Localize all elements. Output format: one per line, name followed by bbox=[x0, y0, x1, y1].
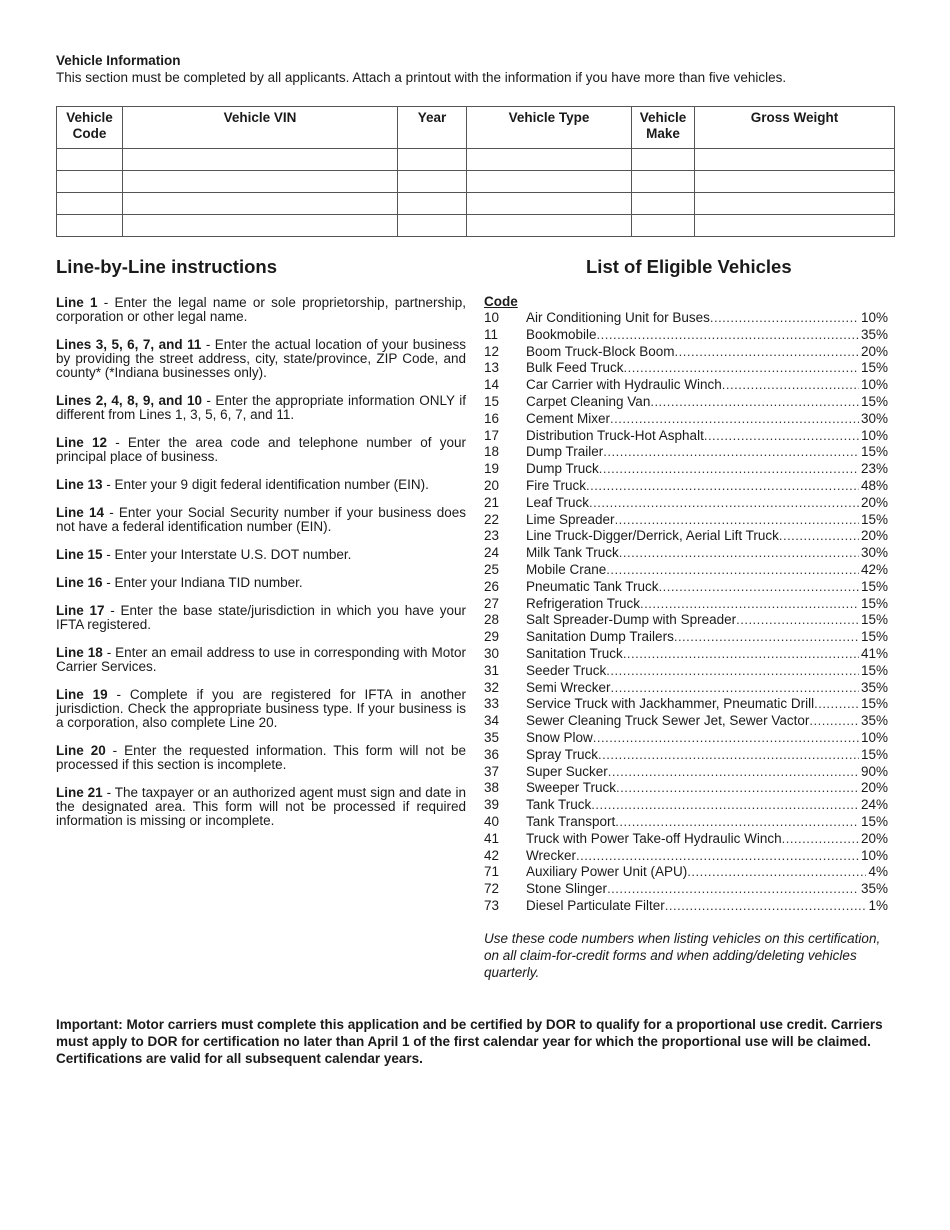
instruction-label: Line 18 bbox=[56, 645, 103, 660]
instruction-text: - Enter your 9 digit federal identification number (EIN). bbox=[102, 477, 429, 492]
vehicle-code: 29 bbox=[484, 629, 500, 645]
vehicle-percentage: 35% bbox=[860, 881, 888, 897]
vehicle-name: Dump Trailer bbox=[526, 444, 604, 460]
eligible-vehicle-row bbox=[484, 831, 888, 848]
vehicle-type-cell[interactable] bbox=[467, 193, 632, 215]
vehicle-table-row bbox=[57, 149, 895, 171]
instruction-text: - Enter the legal name or sole proprietorship, partnership, corporation or other legal name. bbox=[56, 295, 466, 324]
vehicle-code: 72 bbox=[484, 881, 500, 897]
eligible-vehicle-row bbox=[484, 596, 888, 613]
eligible-vehicle-row bbox=[484, 461, 888, 478]
vehicle-vin-cell[interactable] bbox=[123, 215, 398, 237]
dot-leader bbox=[619, 545, 859, 562]
vehicle-name: Semi Wrecker bbox=[526, 679, 611, 695]
dot-leader bbox=[586, 478, 859, 495]
vehicle-name: Super Sucker bbox=[526, 763, 608, 779]
vehicle-code: 15 bbox=[484, 393, 500, 409]
eligible-vehicle-row bbox=[484, 394, 888, 411]
instructions-list bbox=[56, 296, 466, 842]
col-vehicle-type: Vehicle Type bbox=[467, 107, 632, 149]
vehicle-percentage: 24% bbox=[860, 797, 888, 813]
vehicle-name: Service Truck with Jackhammer, Pneumatic Drill bbox=[526, 696, 815, 712]
vehicle-percentage: 15% bbox=[860, 662, 888, 678]
eligible-vehicle-row bbox=[484, 730, 888, 747]
vehicle-percentage: 15% bbox=[860, 629, 888, 645]
eligible-vehicle-row bbox=[484, 713, 888, 730]
dot-leader bbox=[722, 377, 859, 394]
vehicle-percentage: 10% bbox=[860, 377, 888, 393]
vehicle-name: Wrecker bbox=[526, 847, 577, 863]
vehicle-percentage: 15% bbox=[860, 511, 888, 527]
vehicle-name: Sanitation Truck bbox=[526, 645, 623, 661]
instruction-label: Line 20 bbox=[56, 743, 106, 758]
vehicle-name: Diesel Particulate Filter bbox=[526, 897, 665, 913]
code-column-label: Code bbox=[484, 294, 518, 309]
vehicle-name: Sweeper Truck bbox=[526, 780, 617, 796]
dot-leader bbox=[615, 814, 859, 831]
vehicle-info-description: This section must be completed by all applicants. Attach a printout with the information if you have more than five vehicles. bbox=[56, 70, 787, 85]
vehicle-code: 16 bbox=[484, 410, 500, 426]
vehicle-code: 34 bbox=[484, 713, 500, 729]
vehicle-percentage: 10% bbox=[860, 847, 888, 863]
dot-leader bbox=[779, 528, 859, 545]
vehicle-table-row bbox=[57, 171, 895, 193]
vehicle-name: Tank Transport bbox=[526, 813, 616, 829]
instruction-text: - Enter the actual location of your business by providing the street address, city, state/province, ZIP Code, and county* (*Indiana businesses only). bbox=[56, 337, 466, 380]
vehicle-name: Car Carrier with Hydraulic Winch bbox=[526, 377, 722, 393]
vehicle-code: 24 bbox=[484, 545, 500, 561]
eligible-vehicle-row bbox=[484, 327, 888, 344]
vehicle-code: 19 bbox=[484, 461, 500, 477]
vehicle-make-cell[interactable] bbox=[632, 193, 695, 215]
instruction-item bbox=[56, 604, 466, 632]
vehicle-percentage: 30% bbox=[860, 410, 888, 426]
eligible-vehicles-heading: List of Eligible Vehicles bbox=[586, 256, 792, 277]
vehicle-percentage: 90% bbox=[860, 763, 888, 779]
vehicle-code: 27 bbox=[484, 595, 500, 611]
vehicle-code: 25 bbox=[484, 561, 500, 577]
vehicle-info-title: Vehicle Information bbox=[56, 53, 181, 68]
vehicle-name: Tank Truck bbox=[526, 797, 592, 813]
vehicle-weight-cell[interactable] bbox=[695, 215, 895, 237]
dot-leader bbox=[675, 344, 859, 361]
important-notice: Important: Motor carriers must complete this application and be certified by DOR to qualify for a proportional use credit. Carriers must apply to DOR for certification no later than April 1 of the first calendar year for which the proportional use will be claimed. Certifications are valid for all subsequent calendar years. bbox=[56, 1017, 883, 1066]
instruction-item bbox=[56, 744, 466, 772]
vehicle-percentage: 35% bbox=[860, 713, 888, 729]
vehicle-table-row bbox=[57, 193, 895, 215]
vehicle-year-cell[interactable] bbox=[398, 149, 467, 171]
vehicle-name: Spray Truck bbox=[526, 746, 599, 762]
eligible-vehicle-row bbox=[484, 797, 888, 814]
vehicle-code: 21 bbox=[484, 494, 500, 510]
dot-leader bbox=[659, 579, 859, 596]
vehicle-weight-cell[interactable] bbox=[695, 149, 895, 171]
vehicle-percentage: 20% bbox=[860, 494, 888, 510]
eligible-vehicle-row bbox=[484, 344, 888, 361]
vehicle-code-cell[interactable] bbox=[57, 215, 123, 237]
eligible-vehicle-row bbox=[484, 545, 888, 562]
eligible-vehicle-row bbox=[484, 428, 888, 445]
instruction-text: - Enter the area code and telephone number of your principal place of business. bbox=[56, 435, 466, 464]
vehicle-code: 14 bbox=[484, 377, 500, 393]
dot-leader bbox=[606, 663, 859, 680]
vehicle-code: 73 bbox=[484, 897, 500, 913]
vehicle-name: Air Conditioning Unit for Buses bbox=[526, 310, 710, 325]
vehicle-percentage: 15% bbox=[860, 746, 888, 762]
vehicle-percentage: 10% bbox=[860, 427, 888, 443]
eligible-vehicle-row bbox=[484, 696, 888, 713]
vehicle-code: 33 bbox=[484, 696, 500, 712]
eligible-vehicle-row bbox=[484, 562, 888, 579]
instruction-item bbox=[56, 646, 466, 674]
vehicle-percentage: 23% bbox=[860, 461, 888, 477]
eligible-vehicle-row bbox=[484, 881, 888, 898]
vehicle-name: Mobile Crane bbox=[526, 561, 607, 577]
vehicle-name: Distribution Truck-Hot Asphalt bbox=[526, 427, 704, 443]
vehicle-percentage: 15% bbox=[860, 393, 888, 409]
dot-leader bbox=[674, 629, 859, 646]
vehicle-code: 32 bbox=[484, 679, 500, 695]
vehicle-percentage: 15% bbox=[860, 578, 888, 594]
eligible-vehicle-row bbox=[484, 495, 888, 512]
eligible-vehicle-row bbox=[484, 814, 888, 831]
col-year: Year bbox=[398, 107, 467, 149]
vehicle-percentage: 15% bbox=[860, 595, 888, 611]
vehicle-percentage: 10% bbox=[860, 729, 888, 745]
vehicle-code: 11 bbox=[484, 326, 499, 342]
vehicle-code: 13 bbox=[484, 360, 500, 376]
dot-leader bbox=[710, 310, 859, 327]
vehicle-year-cell[interactable] bbox=[398, 171, 467, 193]
vehicle-percentage: 35% bbox=[860, 679, 888, 695]
dot-leader bbox=[599, 461, 859, 478]
dot-leader bbox=[736, 612, 859, 629]
vehicle-code: 12 bbox=[484, 343, 500, 359]
vehicle-make-cell[interactable] bbox=[632, 215, 695, 237]
vehicle-name: Carpet Cleaning Van bbox=[526, 393, 651, 409]
vehicle-code: 18 bbox=[484, 444, 500, 460]
vehicle-table-row bbox=[57, 215, 895, 237]
vehicle-percentage: 15% bbox=[860, 360, 888, 376]
vehicle-name: Fire Truck bbox=[526, 477, 587, 493]
dot-leader bbox=[782, 831, 859, 848]
instruction-text: - Enter the base state/jurisdiction in which you have your IFTA registered. bbox=[56, 603, 466, 632]
eligible-vehicle-row bbox=[484, 663, 888, 680]
vehicle-code-cell[interactable] bbox=[57, 149, 123, 171]
eligible-vehicle-row bbox=[484, 411, 888, 428]
vehicle-name: Milk Tank Truck bbox=[526, 545, 619, 561]
vehicle-code: 20 bbox=[484, 477, 500, 493]
vehicle-name: Snow Plow bbox=[526, 729, 593, 745]
vehicle-vin-cell[interactable] bbox=[123, 171, 398, 193]
instruction-label: Line 21 bbox=[56, 785, 103, 800]
dot-leader bbox=[576, 848, 859, 865]
instruction-text: - Enter the appropriate information ONLY if different from Lines 1, 3, 5, 6, 7, and 11. bbox=[56, 393, 466, 422]
dot-leader bbox=[687, 864, 866, 881]
vehicle-name: Line Truck-Digger/Derrick, Aerial Lift Truck bbox=[526, 528, 779, 544]
vehicle-weight-cell[interactable] bbox=[695, 171, 895, 193]
vehicle-code: 35 bbox=[484, 729, 500, 745]
dot-leader bbox=[624, 360, 859, 377]
instruction-label: Line 1 bbox=[56, 295, 98, 310]
vehicle-percentage: 35% bbox=[860, 326, 888, 342]
instruction-item bbox=[56, 296, 466, 324]
vehicle-percentage: 42% bbox=[860, 561, 888, 577]
vehicle-name: Sanitation Dump Trailers bbox=[526, 629, 674, 645]
vehicle-percentage: 20% bbox=[860, 780, 888, 796]
dot-leader bbox=[814, 696, 859, 713]
eligible-vehicle-list bbox=[484, 310, 888, 915]
vehicle-code: 23 bbox=[484, 528, 500, 544]
dot-leader bbox=[593, 730, 859, 747]
dot-leader bbox=[704, 428, 859, 445]
vehicle-code: 39 bbox=[484, 797, 500, 813]
eligible-vehicle-row bbox=[484, 864, 888, 881]
vehicle-name: Refrigeration Truck bbox=[526, 595, 641, 611]
vehicle-table bbox=[56, 106, 895, 237]
instruction-item bbox=[56, 506, 466, 534]
instruction-item bbox=[56, 338, 466, 380]
eligible-vehicle-row bbox=[484, 780, 888, 797]
vehicle-code: 31 bbox=[484, 662, 500, 678]
vehicle-code: 36 bbox=[484, 746, 500, 762]
instruction-text: - The taxpayer or an authorized agent must sign and date in the designated area. This form will not be processed if required information is missing or incomplete. bbox=[56, 785, 466, 828]
vehicle-code: 40 bbox=[484, 813, 500, 829]
instruction-item bbox=[56, 786, 466, 828]
code-usage-note: Use these code numbers when listing vehicles on this certification, on all claim-for-credit forms and when adding/deleting vehicles quarterly. bbox=[484, 931, 881, 980]
eligible-vehicle-row bbox=[484, 848, 888, 865]
eligible-vehicle-row bbox=[484, 764, 888, 781]
col-gross-weight: Gross Weight bbox=[695, 107, 895, 149]
vehicle-percentage: 20% bbox=[860, 343, 888, 359]
vehicle-name: Boom Truck-Block Boom bbox=[526, 343, 675, 359]
dot-leader bbox=[603, 444, 859, 461]
vehicle-code: 42 bbox=[484, 847, 500, 863]
vehicle-code: 30 bbox=[484, 645, 500, 661]
vehicle-name: Auxiliary Power Unit (APU) bbox=[526, 864, 688, 880]
eligible-vehicle-row bbox=[484, 478, 888, 495]
dot-leader bbox=[606, 562, 859, 579]
dot-leader bbox=[616, 780, 859, 797]
dot-leader bbox=[607, 881, 859, 898]
col-vehicle-code: Vehicle Code bbox=[57, 107, 123, 149]
vehicle-make-cell[interactable] bbox=[632, 171, 695, 193]
vehicle-type-cell[interactable] bbox=[467, 171, 632, 193]
instruction-item bbox=[56, 394, 466, 422]
dot-leader bbox=[591, 797, 859, 814]
dot-leader bbox=[608, 764, 859, 781]
vehicle-type-cell[interactable] bbox=[467, 215, 632, 237]
vehicle-percentage: 10% bbox=[860, 310, 888, 325]
vehicle-percentage: 41% bbox=[860, 645, 888, 661]
vehicle-code: 71 bbox=[484, 864, 500, 880]
vehicle-vin-cell[interactable] bbox=[123, 149, 398, 171]
instruction-item bbox=[56, 478, 466, 492]
eligible-vehicle-row bbox=[484, 579, 888, 596]
vehicle-code-cell[interactable] bbox=[57, 193, 123, 215]
eligible-vehicle-row bbox=[484, 444, 888, 461]
vehicle-vin-cell[interactable] bbox=[123, 193, 398, 215]
instruction-label: Line 13 bbox=[56, 477, 103, 492]
eligible-vehicle-row bbox=[484, 680, 888, 697]
vehicle-code: 22 bbox=[484, 511, 500, 527]
vehicle-code: 37 bbox=[484, 763, 500, 779]
vehicle-name: Bookmobile bbox=[526, 326, 597, 342]
vehicle-year-cell[interactable] bbox=[398, 215, 467, 237]
eligible-vehicle-row bbox=[484, 512, 888, 529]
instruction-label: Line 17 bbox=[56, 603, 105, 618]
vehicle-percentage: 15% bbox=[860, 444, 888, 460]
eligible-vehicle-row bbox=[484, 528, 888, 545]
instruction-item bbox=[56, 576, 466, 590]
eligible-vehicle-row bbox=[484, 612, 888, 629]
vehicle-table-header bbox=[57, 107, 895, 149]
vehicle-name: Salt Spreader-Dump with Spreader bbox=[526, 612, 737, 628]
instruction-label: Line 12 bbox=[56, 435, 107, 450]
instruction-item bbox=[56, 436, 466, 464]
vehicle-name: Lime Spreader bbox=[526, 511, 615, 527]
vehicle-percentage: 20% bbox=[860, 528, 888, 544]
vehicle-name: Pneumatic Tank Truck bbox=[526, 578, 659, 594]
vehicle-percentage: 20% bbox=[860, 830, 888, 846]
instruction-label: Line 19 bbox=[56, 687, 108, 702]
vehicle-name: Truck with Power Take-off Hydraulic Winch bbox=[526, 830, 782, 846]
vehicle-name: Stone Slinger bbox=[526, 881, 608, 897]
instruction-label: Lines 2, 4, 8, 9, and 10 bbox=[56, 393, 202, 408]
instruction-label: Line 15 bbox=[56, 547, 103, 562]
instruction-item bbox=[56, 548, 466, 562]
instruction-label: Line 14 bbox=[56, 505, 104, 520]
eligible-vehicle-row bbox=[484, 629, 888, 646]
instruction-text: - Enter your Social Security number if your business does not have a federal identification number (EIN). bbox=[56, 505, 466, 534]
instruction-text: - Complete if you are registered for IFTA in another jurisdiction. Check the appropriate business type. If your business is a corporation, also complete Line 20. bbox=[56, 687, 466, 730]
vehicle-percentage: 1% bbox=[868, 897, 888, 913]
dot-leader bbox=[650, 394, 859, 411]
dot-leader bbox=[611, 680, 859, 697]
vehicle-percentage: 15% bbox=[860, 612, 888, 628]
dot-leader bbox=[640, 596, 859, 613]
vehicle-name: Dump Truck bbox=[526, 461, 599, 477]
instruction-label: Line 16 bbox=[56, 575, 103, 590]
vehicle-code: 41 bbox=[484, 830, 500, 846]
col-vehicle-make: Vehicle Make bbox=[632, 107, 695, 149]
vehicle-code: 10 bbox=[484, 310, 500, 325]
vehicle-code-cell[interactable] bbox=[57, 171, 123, 193]
vehicle-percentage: 15% bbox=[860, 696, 888, 712]
vehicle-percentage: 30% bbox=[860, 545, 888, 561]
vehicle-name: Leaf Truck bbox=[526, 494, 590, 510]
eligible-vehicle-row bbox=[484, 646, 888, 663]
dot-leader bbox=[665, 898, 867, 915]
vehicle-make-cell[interactable] bbox=[632, 149, 695, 171]
instruction-text: - Enter your Interstate U.S. DOT number. bbox=[102, 547, 352, 562]
vehicle-weight-cell[interactable] bbox=[695, 193, 895, 215]
instruction-item bbox=[56, 688, 466, 730]
eligible-vehicle-row bbox=[484, 360, 888, 377]
vehicle-percentage: 15% bbox=[860, 813, 888, 829]
vehicle-code: 26 bbox=[484, 578, 500, 594]
dot-leader bbox=[597, 327, 859, 344]
col-vehicle-vin: Vehicle VIN bbox=[123, 107, 398, 149]
eligible-vehicle-row bbox=[484, 898, 888, 915]
dot-leader bbox=[610, 411, 859, 428]
vehicle-percentage: 4% bbox=[868, 864, 888, 880]
vehicle-name: Cement Mixer bbox=[526, 410, 611, 426]
vehicle-name: Sewer Cleaning Truck Sewer Jet, Sewer Vactor bbox=[526, 713, 810, 729]
vehicle-name: Bulk Feed Truck bbox=[526, 360, 624, 376]
vehicle-type-cell[interactable] bbox=[467, 149, 632, 171]
eligible-vehicle-row bbox=[484, 377, 888, 394]
instruction-text: - Enter your Indiana TID number. bbox=[102, 575, 303, 590]
dot-leader bbox=[809, 713, 859, 730]
instruction-label: Lines 3, 5, 6, 7, and 11 bbox=[56, 337, 202, 352]
eligible-vehicle-row bbox=[484, 310, 888, 327]
vehicle-percentage: 48% bbox=[860, 477, 888, 493]
vehicle-code: 17 bbox=[484, 427, 500, 443]
vehicle-code: 38 bbox=[484, 780, 500, 796]
vehicle-year-cell[interactable] bbox=[398, 193, 467, 215]
eligible-vehicle-row bbox=[484, 747, 888, 764]
vehicle-name: Seeder Truck bbox=[526, 662, 607, 678]
dot-leader bbox=[589, 495, 859, 512]
instruction-text: - Enter the requested information. This form will not be processed if this section is incomplete. bbox=[56, 743, 466, 772]
dot-leader bbox=[615, 512, 859, 529]
dot-leader bbox=[598, 747, 859, 764]
instruction-text: - Enter an email address to use in corresponding with Motor Carrier Services. bbox=[56, 645, 466, 674]
dot-leader bbox=[623, 646, 859, 663]
vehicle-code: 28 bbox=[484, 612, 500, 628]
instructions-heading: Line-by-Line instructions bbox=[56, 256, 277, 277]
